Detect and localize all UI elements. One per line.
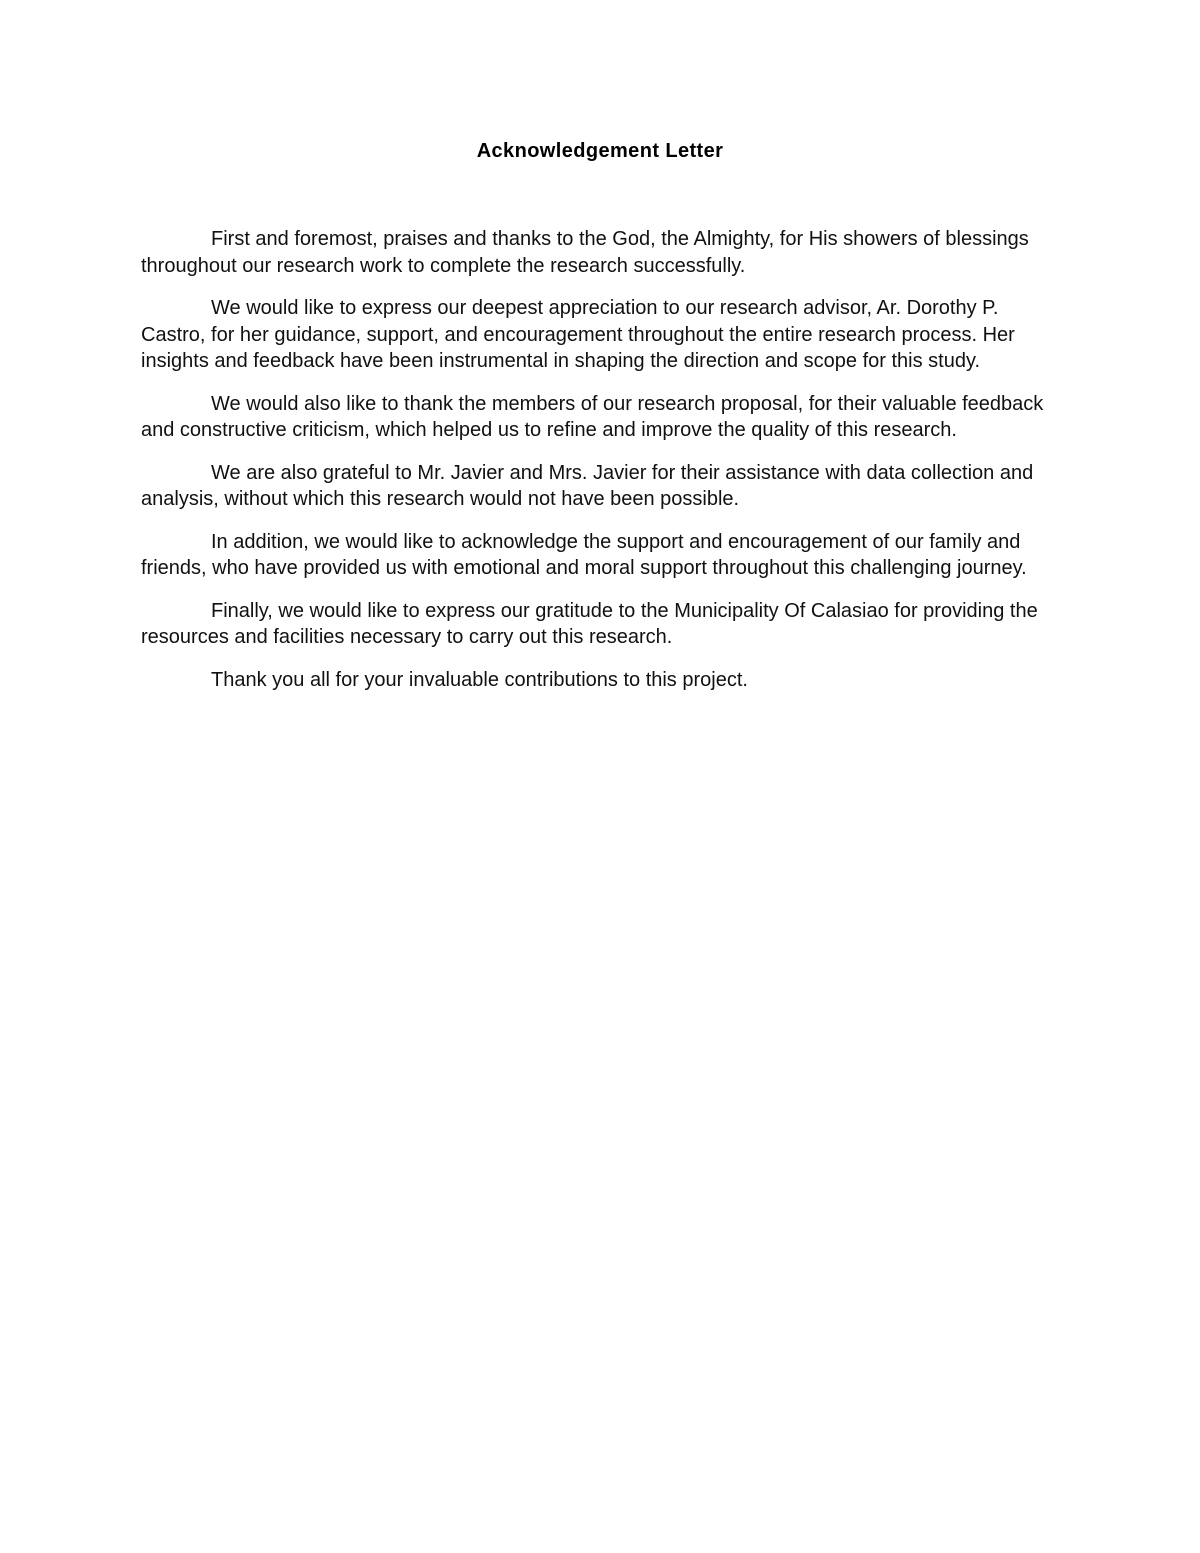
paragraph-3: We would also like to thank the members of our research proposal, for their valuable feedback and constructive criticism, which helped us to refine and improve the quality of this research.	[141, 392, 1044, 441]
paragraph-6: Finally, we would like to express our gratitude to the Municipality Of Calasiao for providing the resources and facilities necessary to carry out this research.	[141, 599, 1038, 648]
paragraph-5: In addition, we would like to acknowledge the support and encouragement of our family and friends, who have provided us with emotional and moral support throughout this challenging journey.	[141, 530, 1027, 579]
paragraph-4: We are also grateful to Mr. Javier and Mrs. Javier for their assistance with data collection and analysis, without which this research would not have been possible.	[141, 461, 1034, 510]
document-body	[141, 226, 1063, 709]
paragraph-7: Thank you all for your invaluable contributions to this project.	[211, 668, 748, 691]
paragraph-1: First and foremost, praises and thanks to the God, the Almighty, for His showers of blessings throughout our research work to complete the research successfully.	[141, 228, 1029, 277]
document-title: Acknowledgement Letter	[476, 140, 724, 162]
paragraph-2: We would like to express our deepest appreciation to our research advisor, Ar. Dorothy P. Castro, for her guidance, support, and encouragement throughout the entire research process. Her insights and feedback have been instrumental in shaping the direction and scope for this study.	[141, 297, 1015, 372]
